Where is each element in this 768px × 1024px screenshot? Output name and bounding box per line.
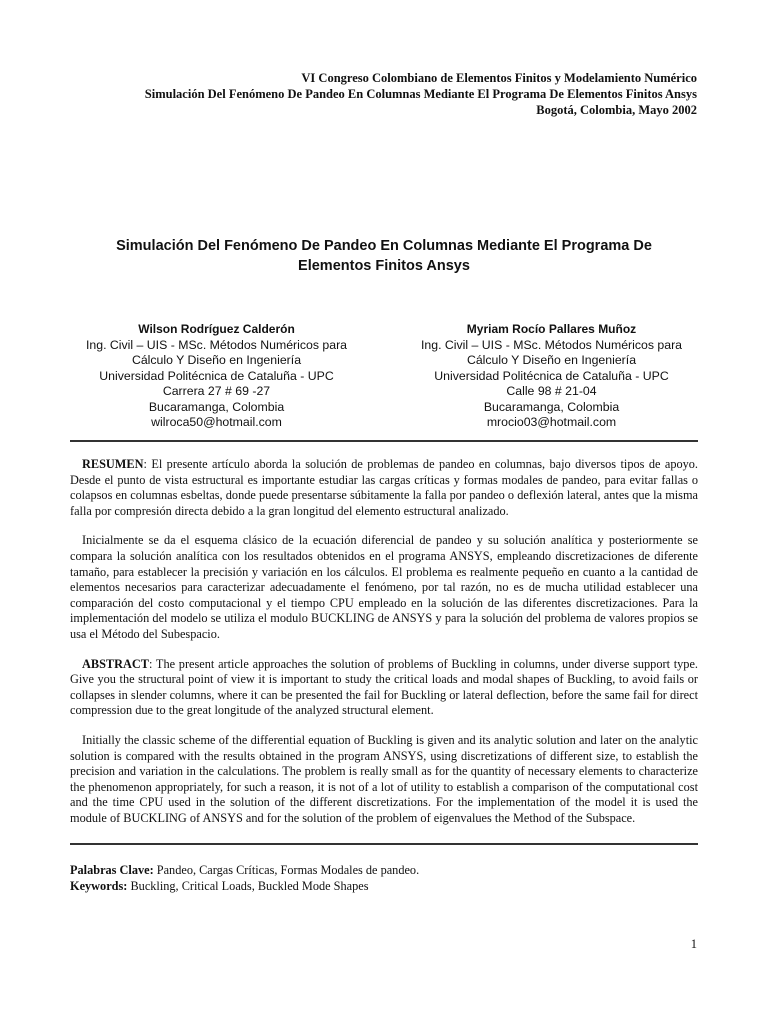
author-degree: Ing. Civil – UIS - MSc. Métodos Numéricos para: [420, 337, 683, 352]
author-2: [399, 322, 704, 431]
keywords-section: [70, 863, 698, 894]
authors-block: [64, 322, 704, 431]
paper-title-line-2: Elementos Finitos Ansys: [298, 258, 470, 274]
author-email: wilroca50@hotmail.com: [151, 415, 282, 429]
paper-title-line-1: Simulación Del Fenómeno De Pandeo En Columnas Mediante El Programa De: [116, 238, 652, 254]
author-city: Bucaramanga, Colombia: [483, 399, 620, 414]
author-degree: Ing. Civil – UIS - MSc. Métodos Numéricos para: [85, 337, 348, 352]
author-program: Cálculo Y Diseño en Ingeniería: [466, 353, 637, 367]
author-address: Calle 98 # 21-04: [506, 384, 597, 398]
abstract-label: ABSTRACT: [82, 656, 149, 671]
resumen-text-1: : El presente artículo aborda la solución de problemas de pandeo en columnas, bajo diversos tipos de apoyo. Desde el punto de vista estructural es importante estudiar las cargas críticas y formas modales de pandeo, para evitar fallas o colapsos en columnas esbeltas, donde puede presentarse súbitamente la falla por pandeo o deflexión lateral, antes que la misma falla por compresión directa debido a la gran longitud del elemento estructural analizado.: [70, 457, 698, 518]
page-number: 1: [690, 937, 697, 951]
author-email: mrocio03@hotmail.com: [486, 415, 617, 429]
paper-title: [60, 236, 708, 276]
author-city: Bucaramanga, Colombia: [148, 399, 285, 414]
conference-name: VI Congreso Colombiano de Elementos Finitos y Modelamiento Numérico: [301, 71, 697, 85]
author-address: Carrera 27 # 69 -27: [162, 384, 271, 398]
author-1: [64, 322, 369, 431]
abstract-paragraph-2: Initially the classic scheme of the differential equation of Buckling is given and its analytic solution and later on the analytic solution is compared with the results obtained in the program ANSYS, using discretizations of different size, to establish the precision and variation in the calculations. The problem is really small as for the quantity of necessary elements to characterize the phenomenon appropriately, for such a reason, it is not of a lot of utility to establish a comparison of the computational cost and the time CPU used in the solution of the different discretizations. For the implementation of the model it is used the module of BUCKLING of ANSYS and for the solution of the problem of eigenvalues the Method of the Subspace.: [70, 732, 698, 825]
header-paper-title: Simulación Del Fenómeno De Pandeo En Columnas Mediante El Programa De Elementos Finitos Ansys: [144, 87, 697, 101]
bottom-divider: [70, 843, 698, 845]
palabras-clave-line: [70, 863, 698, 879]
keywords-line: [70, 879, 698, 895]
resumen-label: RESUMEN: [82, 457, 144, 471]
author-name: Myriam Rocío Pallares Muñoz: [466, 322, 637, 336]
abstract-text-1: : The present article approaches the solution of problems of Buckling in columns, under diverse support type. Give you the structural point of view it is important to study the critical loads and modal shapes of Buckling, to avoid fails or collapses in slender columns, where it can be presented the fail for Buckling or lateral deflection, before the same fail for direct compression due to the great longitude of the analyzed structural element.: [70, 656, 698, 718]
resumen-paragraph-2: Inicialmente se da el esquema clásico de la ecuación diferencial de pandeo y su solución analítica y posteriormente se compara la solución analítica con los resultados obtenidos en el programa ANSYS, empleando discretizaciones de diferente tamaño, para establecer la precisión y variación en los cálculos. El problema es realmente pequeño en cuanto a la cantidad de elementos necesarios para caracterizar adecuadamente el fenómeno, por tal razón, no es de mucha utilidad establecer una comparación del costo computacional y el tiempo CPU empleado en la solución de las diferentes discretizaciones. Para la implementación del modelo se utiliza el modulo BUCKLING de ANSYS y para la solución del problema de valores propios se usa el Método del Subespacio.: [70, 533, 698, 641]
author-university: Universidad Politécnica de Cataluña - UPC: [99, 368, 334, 383]
author-name: Wilson Rodríguez Calderón: [138, 322, 295, 336]
keywords-value: Buckling, Critical Loads, Buckled Mode Shapes: [127, 878, 369, 893]
conference-header: [145, 70, 697, 118]
author-university: Universidad Politécnica de Cataluña - UPC: [434, 368, 669, 383]
conference-location-date: Bogotá, Colombia, Mayo 2002: [536, 103, 697, 117]
top-divider: [70, 440, 698, 442]
abstract-paragraph-1: [70, 657, 698, 719]
palabras-clave-label: Palabras Clave:: [70, 863, 154, 877]
abstract-section: [70, 457, 698, 840]
palabras-clave-value: Pandeo, Cargas Críticas, Formas Modales de pandeo.: [153, 863, 420, 877]
resumen-paragraph-1: [70, 457, 698, 519]
author-program: Cálculo Y Diseño en Ingeniería: [131, 353, 302, 367]
keywords-label: Keywords:: [70, 878, 128, 893]
